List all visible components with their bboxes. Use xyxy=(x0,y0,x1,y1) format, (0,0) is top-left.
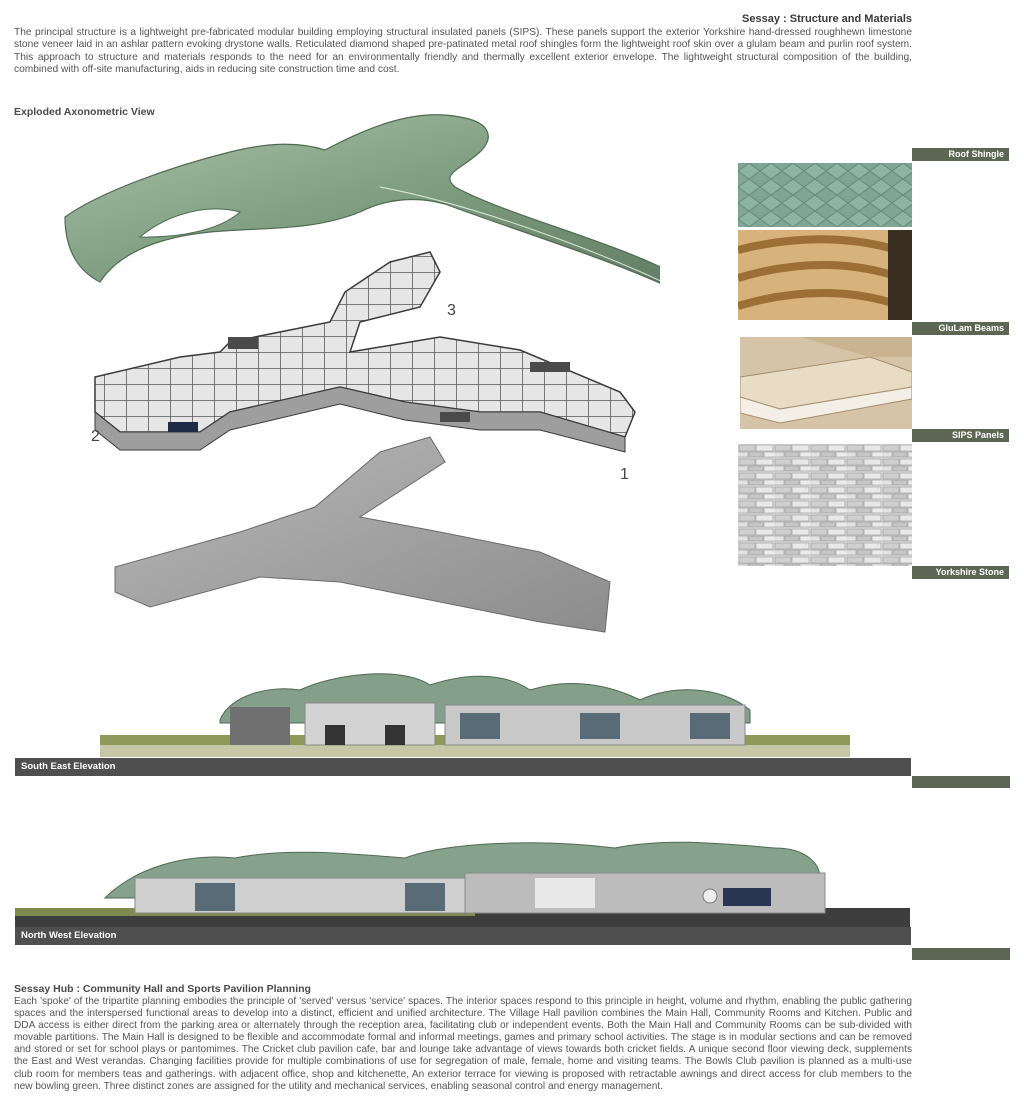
page-title: Sessay : Structure and Materials xyxy=(742,13,912,25)
material-label-glulam: GluLam Beams xyxy=(912,322,1009,335)
axonometric-label: Exploded Axonometric View xyxy=(14,106,155,118)
material-label-roof-shingle: Roof Shingle xyxy=(912,148,1009,161)
material-label-sips: SIPS Panels xyxy=(912,429,1009,442)
floor-plan-layer xyxy=(95,252,635,452)
material-label-yorkshire-stone: Yorkshire Stone xyxy=(912,566,1009,579)
planning-paragraph: Each 'spoke' of the tripartite planning embodies the principle of 'served' versus 'service' spaces. The interior spaces respond to this principle in height, volume and rhythm, enabling the public gathering spaces and the interspersed functional areas to develop into a distinct, efficient and unified architecture. The Village Hall pavilion combines the Main Hall, Community Rooms and Kitchen. Public and DDA access is either direct from the parking area or alternately through the reception area, facilitating club or independent events. Both the Main Hall and Community Rooms can be sub-divided with movable partitions. The Main Hall is designed to be flexible and accommodate formal and informal meetings, games and primary school activities. The stage is in modular sections and can be removed and stored or set for school plays or pantomimes. The Cricket club pavilion cafe, bar and lounge take advantage of views towards both cricket fields. A unique second floor viewing deck, supplements the East and West verandas. Changing facilities provide for multiple combinations of use for segregation of male, female, home and visiting teams. The Bowls Club pavilion is planned as a multi-use club room for members teas and gatherings. with adjacent office, shop and kitchenette, An exterior terrace for viewing is proposed with retractable awnings and direct access for club members to the new bowling green. Three distinct zones are assigned for the utility and mechanical services, enabling seasonal control and energy management. xyxy=(14,996,912,1092)
south-east-elevation-drawing xyxy=(100,665,860,760)
elevation-label-north-west: North West Elevation xyxy=(15,927,911,945)
glulam-beams-photo xyxy=(738,230,912,320)
marker-1: 1 xyxy=(620,466,629,483)
marker-3: 3 xyxy=(447,302,456,319)
marker-2: 2 xyxy=(91,428,100,445)
ashlar-stone-texture xyxy=(738,444,912,566)
planning-title: Sessay Hub : Community Hall and Sports Pavilion Planning xyxy=(14,983,311,995)
timber-beams-texture xyxy=(738,230,912,320)
insulated-panels-texture xyxy=(740,337,912,429)
elevation-label-south-east: South East Elevation xyxy=(15,758,911,776)
accent-strip xyxy=(912,948,1010,960)
sips-panels-photo xyxy=(740,337,912,429)
foundation-slab-layer xyxy=(115,437,610,632)
roof-shingle-photo xyxy=(738,163,912,227)
accent-strip xyxy=(912,776,1010,788)
exploded-axonometric-drawing xyxy=(60,112,660,637)
north-west-elevation-drawing xyxy=(15,838,910,930)
diamond-shingle-texture xyxy=(738,163,912,227)
intro-paragraph: The principal structure is a lightweight pre-fabricated modular building employing structural insulated panels (SIPS). These panels support the exterior Yorkshire hand-dressed roughhewn limestone stone veneer laid in an ashlar pattern evoking drystone walls. Reticulated diamond shaped pre-patinated metal roof shingles form the lightweight roof skin over a glulam beam and purlin roof system. This approach to structure and materials responds to the need for an environmentally friendly and thermally excellent exterior envelope. The lightweight structural composition of the building, combined with off-site manufacturing, aids in reducing site construction time and cost. xyxy=(14,27,912,76)
yorkshire-stone-photo xyxy=(738,444,912,566)
roof-layer xyxy=(65,115,660,297)
